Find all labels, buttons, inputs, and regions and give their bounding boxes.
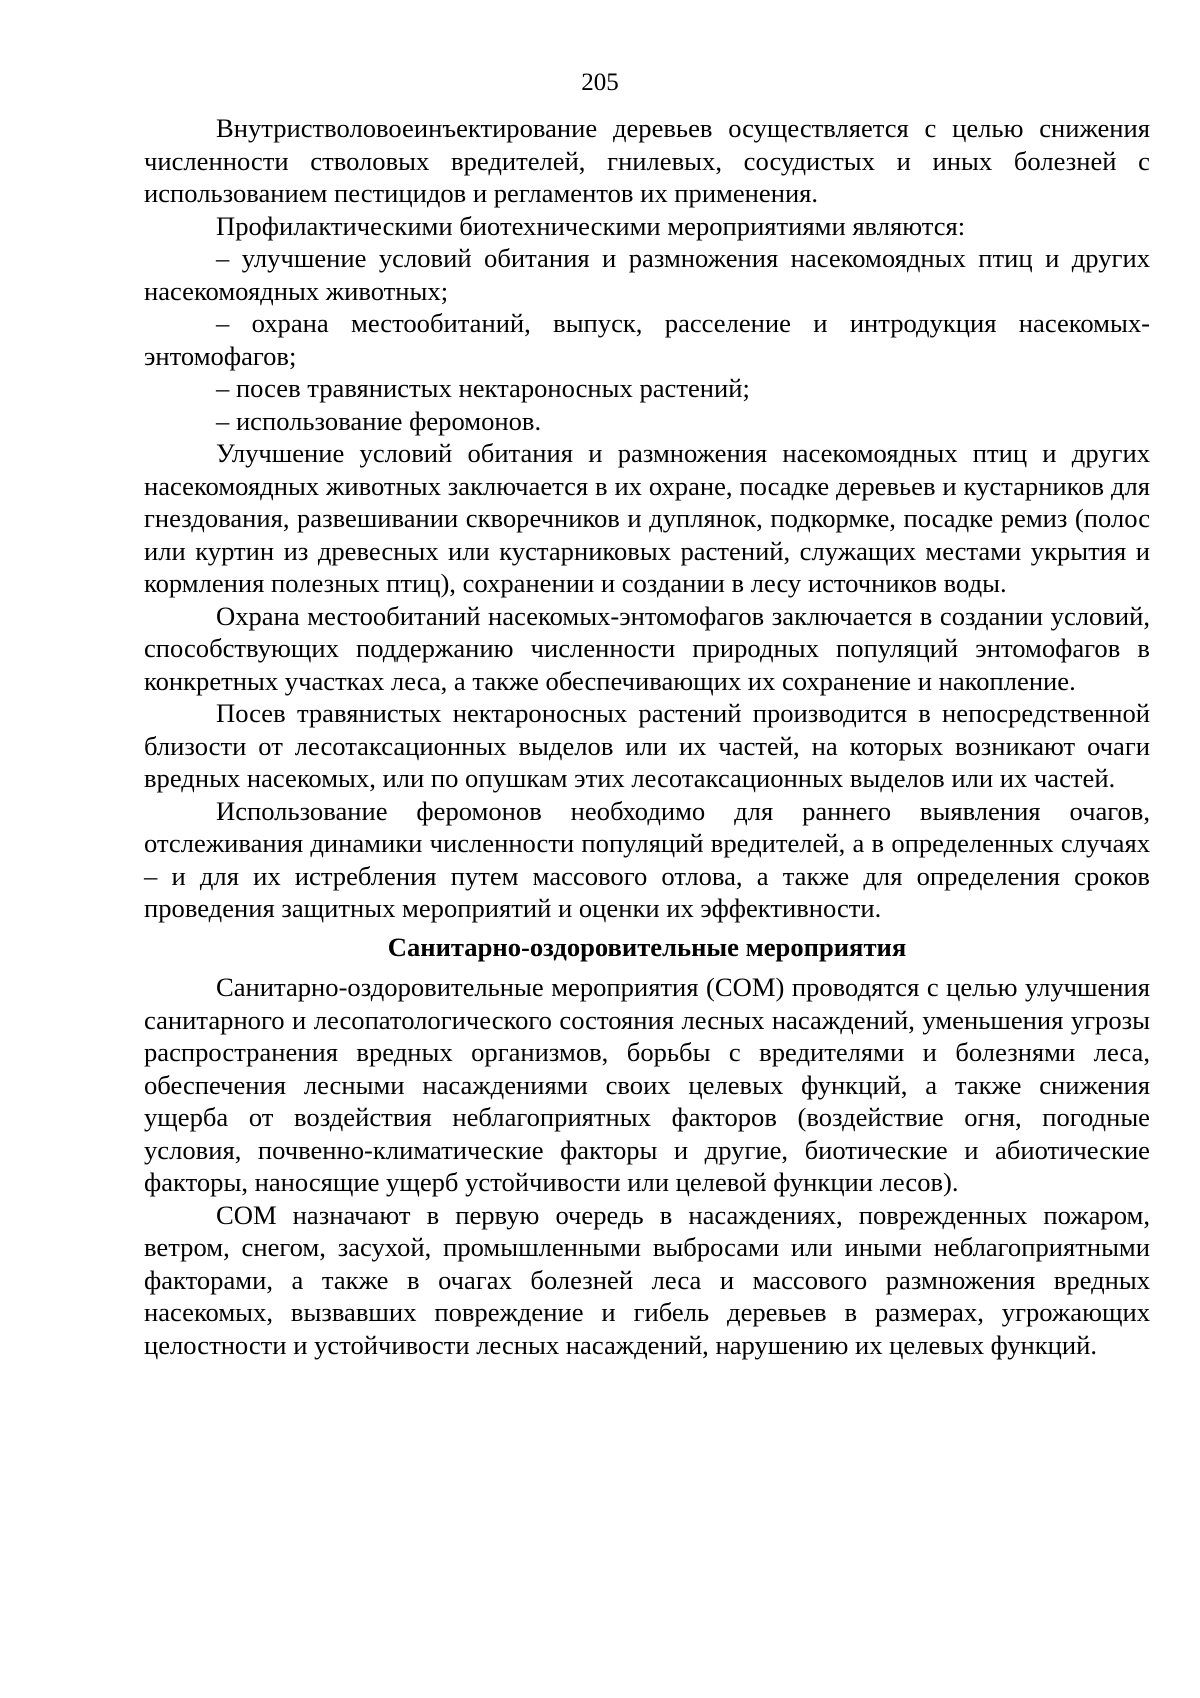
- list-item-pheromones: – использование феромонов.: [216, 405, 542, 436]
- paragraph-som-assignment: СОМ назначают в первую очередь в насаждениях, поврежденных пожаром, ветром, снегом, засухой, промышленными выбросами или иными неблагоприятными факторами, а также в очагах болезней леса и массового размножения вредных насекомых, вызвавших повреждение и гибель деревьев в размерах, угрожающих целостности и устойчивости лесных насаждений, нарушению их целевых функций.: [144, 1199, 1150, 1360]
- list-item-nectar-plants: – посев травянистых нектароносных растений;: [216, 373, 750, 403]
- paragraph-nectar-plants: Посев травянистых нектароносных растений производится в непосредственной близости от лесотаксационных выделов или их частей, на которых возникают очаги вредных насекомых, или по опушкам этих лесотаксационных выделов или их частей.: [144, 698, 1150, 793]
- paragraph-injection: Внутристволовоеинъектирование деревьев осуществляется с целью снижения численности стволовых вредителей, гнилевых, сосудистых и иных болезней с использованием пестицидов и регламентов их применения.: [144, 113, 1150, 208]
- paragraph-entomophages: Охрана местообитаний насекомых-энтомофагов заключается в создании условий, способствующих поддержанию численности природных популяций энтомофагов в конкретных участках леса, а также обеспечивающих их сохранение и накопление.: [144, 600, 1150, 696]
- paragraph-biotech-intro: Профилактическими биотехническими мероприятиями являются:: [216, 210, 966, 241]
- paragraph-som-purpose: Санитарно-оздоровительные мероприятия (СОМ) проводятся с целью улучшения санитарного и лесопатологического состояния лесных насаждений, уменьшения угрозы распространения вредных организмов, борьбы с вредителями и болезнями леса, обеспечения лесными насаждениями своих целевых функций, а также снижения ущерба от воздействия неблагоприятных факторов (воздействие огня, погодные условия, почвенно-климатические факторы и другие, биотические и абиотические факторы, наносящие ущерб устойчивости или целевой функции лесов).: [144, 972, 1150, 1197]
- section-heading: Санитарно-оздоровительные мероприятия: [387, 931, 907, 962]
- document-body: [144, 112, 1150, 1361]
- paragraph-birds: Улучшение условий обитания и размножения насекомоядных птиц и других насекомоядных животных заключается в их охране, посадке деревьев и кустарников для гнездования, развешивании скворечников и дуплянок, подкормке, посадке ремиз (полос или куртин из древесных или кустарниковых растений, служащих местами укрытия и кормления полезных птиц), сохранении и создании в лесу источников воды.: [144, 438, 1150, 598]
- list-item-birds: – улучшение условий обитания и размножения насекомоядных птиц и других насекомоядных животных;: [144, 243, 1150, 306]
- list-item-entomophages: – охрана местообитаний, выпуск, расселение и интродукция насекомых-энтомофагов;: [144, 308, 1150, 371]
- page-number: 205: [581, 69, 619, 96]
- paragraph-pheromones: Использование феромонов необходимо для раннего выявления очагов, отслеживания динамики численности популяций вредителей, а в определенных случаях – и для их истребления путем массового отлова, а также для определения сроков проведения защитных мероприятий и оценки их эффективности.: [144, 795, 1150, 923]
